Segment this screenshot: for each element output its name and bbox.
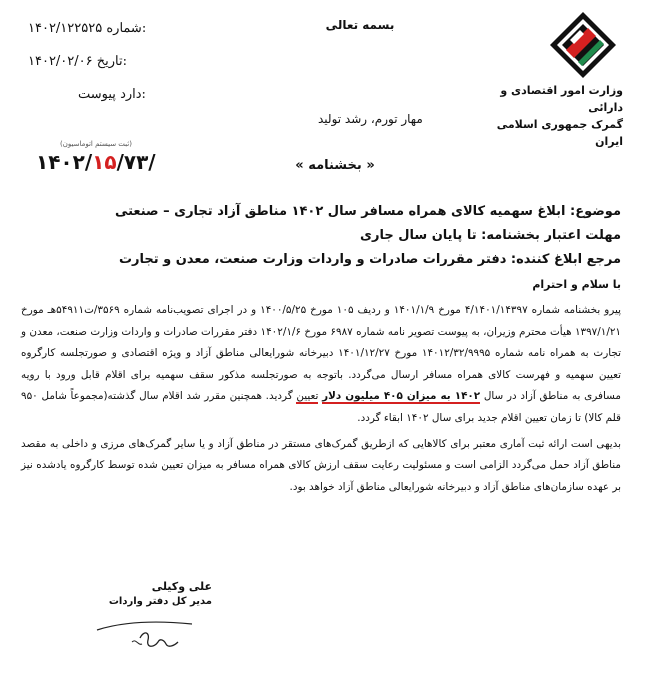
customs-logo-icon xyxy=(548,10,618,80)
number-row xyxy=(28,18,218,40)
attachment-label: پیوست: xyxy=(78,87,146,102)
document-type-title: « بخشنامه » xyxy=(295,158,375,173)
greeting: با سلام و احترام xyxy=(532,278,621,291)
org-line-ministry: وزارت امور اقتصادی و دارائی xyxy=(500,84,623,114)
date-label: تاریخ: xyxy=(96,54,128,69)
body-p1-text-a: پیرو بخشنامه شماره ۴/۱۴۰۱/۱۴۳۹۷ مورخ ۱۴۰۱/۱/۹ و ردیف ۱۰۵ مورخ ۱۴۰۰/۵/۲۵ و در اجرای تصویب‌نامه شماره ۳۵۶۹/ت۵۴۹۱۱هـ مورخ ۱۳۹۷/۱/۲۱ هیأت محترم وزیران، به پیوست تصویر نامه شماره ۶۹۸۷ مورخ ۱۴۰۲/۱/۶ دفتر مقررات صادرات و واردات وزارت صنعت، معدن و تجارت به همراه نامه شماره ۱۴۰۱۲/۳۲/۹۹۹۵ مورخ ۱۴۰۱/۱۲/۲۷ دبیرخانه شورایعالی مناطق آزاد و ویژه اقتصادی و صورتجلسه کارگروه تعیین سهمیه و فهرست کالای همراه مسافر ارسال می‌گردد. باتوجه به صورتجلسه مذکور سقف سهمیه برای اقلام قابل ورود با رویه مسافری به مناطق آزاد در سال xyxy=(21,304,622,403)
validity-line: مهلت اعتبار بخشنامه: تا پایان سال جاری xyxy=(360,228,621,243)
registration-prefix: ۱۴۰۲/ xyxy=(36,150,93,174)
subject-line: موضوع: ابلاغ سهمیه کالای همراه مسافر سال ۱۴۰۲ مناطق آزاد تجاری – صنعتی xyxy=(114,204,621,219)
date-row xyxy=(28,51,218,73)
quota-highlight: ۱۴۰۲ به میزان ۴۰۵ میلیون دلار xyxy=(322,390,481,403)
body-paragraph-1 xyxy=(21,300,621,430)
body-paragraph-2: بدیهی است ارائه ثبت آماری معتبر برای کالاهایی که ازطریق گمرک‌های مستقر در مناطق آزاد و یا سایر گمرک‌های مرزی و داخلی به مقصد مناطق آزاد حمل می‌گردد الزامی است و مسئولیت رعایت سقف ارزش کالای همراه مسافر به میزان تعیین شده توسط کارگروه یادشده نیز بر عهده سازمان‌های مناطق آزاد و دبیرخانه شورایعالی مناطق آزاد خواهد بود. xyxy=(21,437,621,493)
slogan-stamp: مهار تورم، رشد تولید xyxy=(318,112,423,126)
registration-caption: (ثبت سیستم اتوماسیون) xyxy=(60,140,132,148)
body-p1-text-b: گردید. همچنین مقرر شد اقلام سال گذشته(مجموعاً شامل ۹۵۰ قلم کالا) تا زمان تعیین اقلام جدید برای سال ۱۴۰۲ ابقاء گردد. xyxy=(21,390,621,424)
bismillah-heading: بسمه تعالی xyxy=(325,18,395,32)
signer-title: مدیر کل دفتر واردات xyxy=(108,596,212,607)
signer-name: علی وکیلی xyxy=(151,580,212,593)
registration-number xyxy=(36,150,156,174)
attachment-value: دارد xyxy=(120,87,142,102)
registration-highlight: ۱۵ xyxy=(92,150,117,174)
org-line-customs: گمرک جمهوری اسلامی ایران xyxy=(496,118,623,148)
handwritten-signature-icon xyxy=(92,608,202,658)
attachment-row xyxy=(28,84,218,106)
registration-suffix: /۷۳/ xyxy=(116,150,156,174)
date-value: ۱۴۰۲/۰۲/۰۶ xyxy=(28,54,93,69)
organization-name xyxy=(473,82,623,150)
quota-underlined-word: تعیین xyxy=(296,390,319,403)
authority-line: مرجع ابلاغ کننده: دفتر مقررات صادرات و واردات وزارت صنعت، معدن و تجارت xyxy=(118,252,621,267)
letter-meta xyxy=(28,18,218,117)
number-label: شماره: xyxy=(106,21,147,36)
letter-body xyxy=(21,300,621,498)
number-value: ۱۴۰۲/۱۲۲۵۲۵ xyxy=(28,21,103,36)
